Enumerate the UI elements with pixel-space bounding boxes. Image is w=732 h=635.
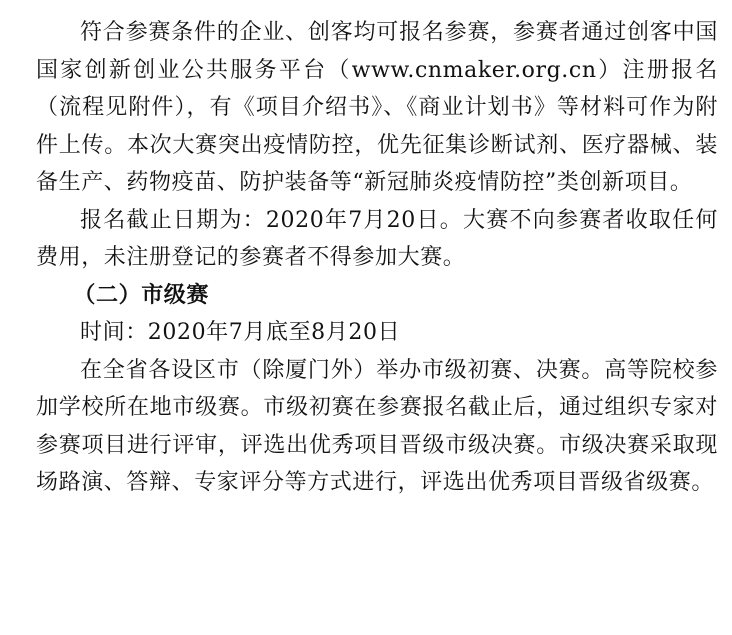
section-heading: （二）市级赛 <box>73 281 209 308</box>
paragraph-city-competition: 在全省各设区市（除厦门外）举办市级初赛、决赛。高等院校参加学校所在地市级赛。市级初赛在参赛报名截止后，通过组织专家对参赛项目进行评审，评选出优秀项目晋级市级决赛。市级决赛采取现场路演、答辩、专家评分等方式进行，评选出优秀项目晋级省级赛。 <box>36 357 718 495</box>
time-line: 时间：2020年7月底至8月20日 <box>80 320 401 345</box>
paragraph-deadline: 报名截止日期为：2020年7月20日。大赛不向参赛者收取任何费用，未注册登记的参赛者不得参加大赛。 <box>36 207 718 270</box>
paragraph-registration: 符合参赛条件的企业、创客均可报名参赛，参赛者通过创客中国国家创新创业公共服务平台（www.cnmaker.org.cn）注册报名（流程见附件），有《项目介绍书》、《商业计划书》等材料可作为附件上传。本次大赛突出疫情防控，优先征集诊断试剂、医疗器械、装备生产、药物疫苗、防护装备等“新冠肺炎疫情防控”类创新项目。 <box>36 20 718 195</box>
